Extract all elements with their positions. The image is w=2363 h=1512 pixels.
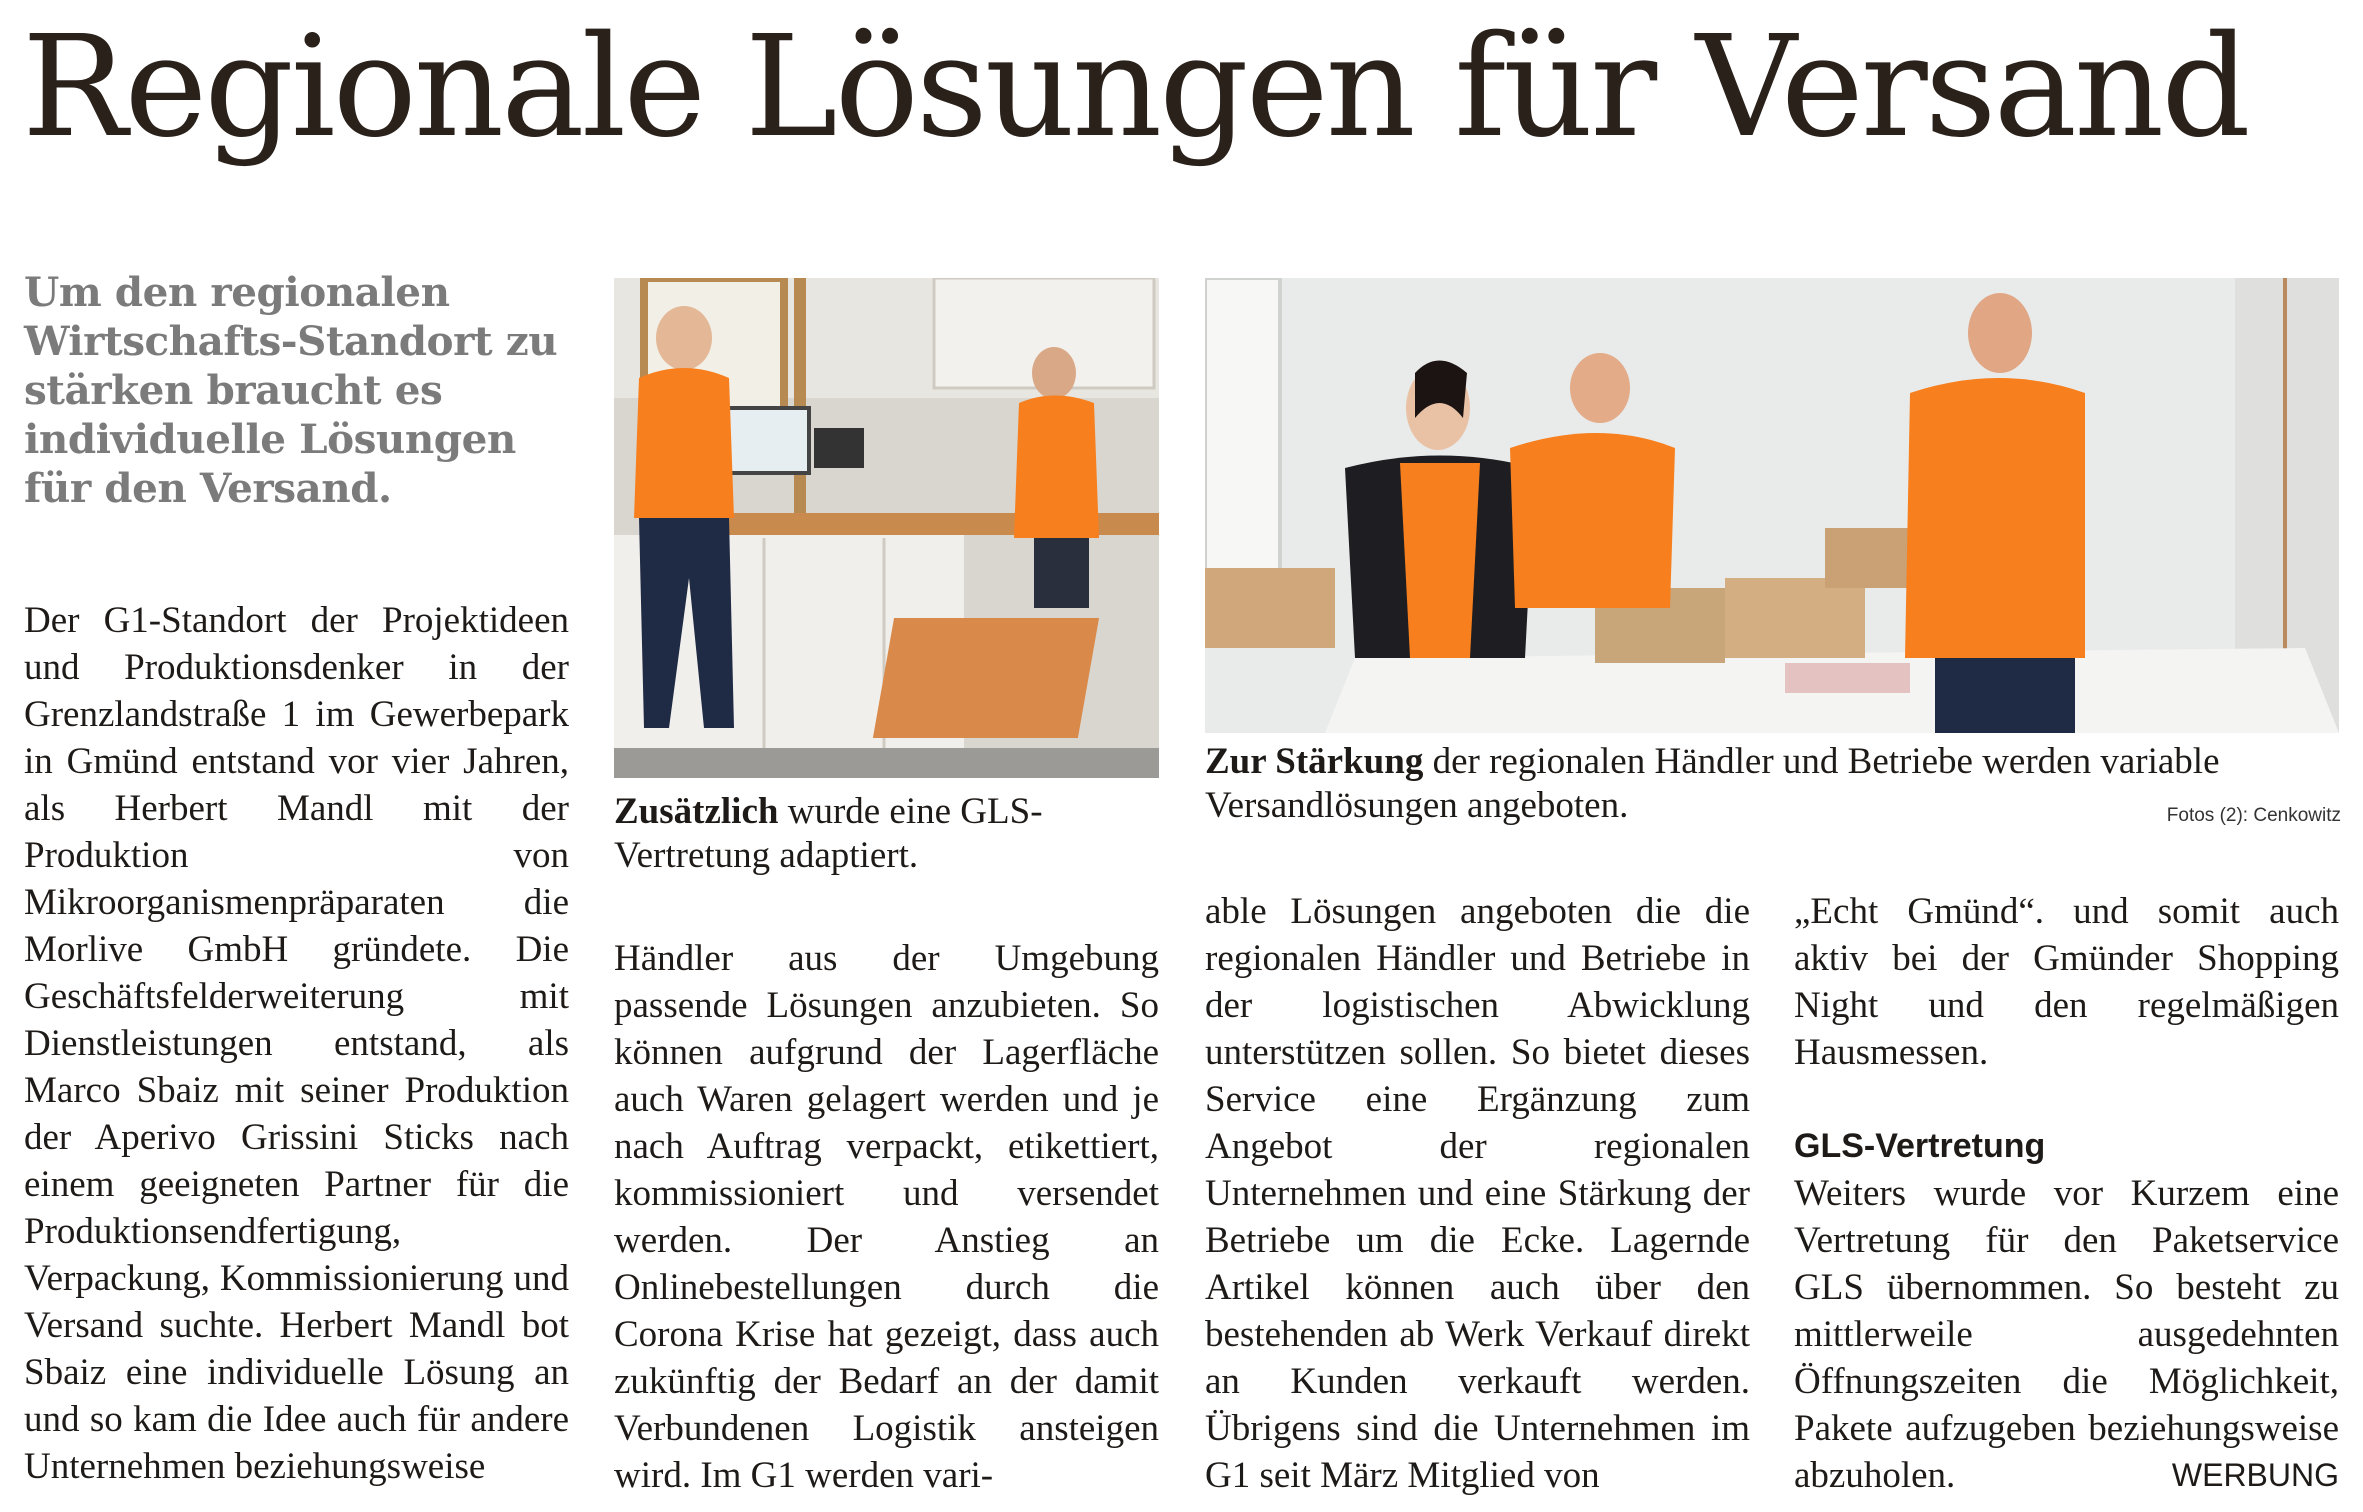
article-column-2	[614, 935, 1159, 1502]
lead-paragraph: Um den regionalen Wirtschafts-Standort zu stärken braucht es individuelle Lösungen für den Versand.	[24, 268, 558, 512]
photo2-caption-bold: Zur Stärkung	[1205, 741, 1424, 782]
article-text-col2: Händler aus der Umgebung passende Lösungen anzubieten. So können aufgrund der Lagerfläche auch Waren gelagert werden und je nach Auftrag verpackt, etikettiert, kommissioniert und versendet werden. Der Anstieg an Onlinebestellungen durch die Corona Krise hat gezeigt, dass auch zukünftig der Bedarf an der damit Verbundenen Logistik ansteigen wird. Im G1 werden vari-	[614, 938, 1159, 1496]
photo-gls-counter	[614, 278, 1159, 778]
article-text-col1: Der G1-Standort der Projektideen und Produktionsdenker in der Grenzlandstraße 1 im Gewerbepark in Gmünd entstand vor vier Jahren, als Herbert Mandl mit der Produktion von Mikroorganismenpräparaten die Morlive GmbH gründete. Die Geschäftsfelderweiterung mit Dienstleistungen entstand, als Marco Sbaiz mit seiner Produktion der Aperivo Grissini Sticks nach einem geeigneten Partner für die Produktionsendfertigung, Verpackung, Kommissionierung und Versand suchte. Herbert Mandl bot Sbaiz eine individuelle Lösung an und so kam die Idee auch für andere Unternehmen beziehungsweise	[24, 600, 569, 1487]
subheading-gls: GLS-Vertretung	[1794, 1127, 2046, 1165]
photo2-caption-text: der regionalen Händler und Betriebe werden variable Versandlösungen angeboten.	[1205, 741, 2220, 826]
photo-credit: Fotos (2): Cenkowitz	[2166, 805, 2341, 826]
photo-team-packing-image	[1205, 278, 2339, 733]
article-column-4	[1794, 888, 2339, 1502]
photo-team-packing	[1205, 278, 2339, 733]
article-text-col4-intro: „Echt Gmünd“. und somit auch aktiv bei der Gmünder Shopping Night und den regelmäßigen Hausmessen.	[1794, 891, 2339, 1073]
photo1-caption-text: wurde eine GLS-Vertretung adaptiert.	[614, 791, 1043, 876]
article-column-3	[1205, 888, 1750, 1502]
photo1-caption	[614, 790, 1159, 878]
article-text-col3: able Lösungen angeboten die die regionalen Händler und Betriebe in der logistischen Abwicklung unterstützen sollen. So bietet dieses Service eine Ergänzung zum Angebot der regionalen Unternehmen und eine Stärkung der Betriebe um die Ecke. Lagernde Artikel können auch über den bestehenden ab Werk Verkauf direkt an Kunden verkauft werden. Übrigens sind die Unternehmen im G1 seit März Mitglied von	[1205, 891, 1750, 1496]
advertisement-label: WERBUNG	[2171, 1457, 2339, 1493]
headline: Regionale Lösungen für Versand	[22, 6, 2248, 169]
article-text-col4-body: Weiters wurde vor Kurzem eine Vertretung für den Paketservice GLS übernommen. So besteht zu mittlerweile ausgedehnten Öffnungszeiten die Möglichkeit, Pakete aufzugeben beziehungsweise abzuholen.	[1794, 1173, 2339, 1496]
photo-gls-counter-image	[614, 278, 1159, 778]
photo1-caption-bold: Zusätzlich	[614, 791, 779, 832]
article-column-1	[24, 597, 569, 1502]
